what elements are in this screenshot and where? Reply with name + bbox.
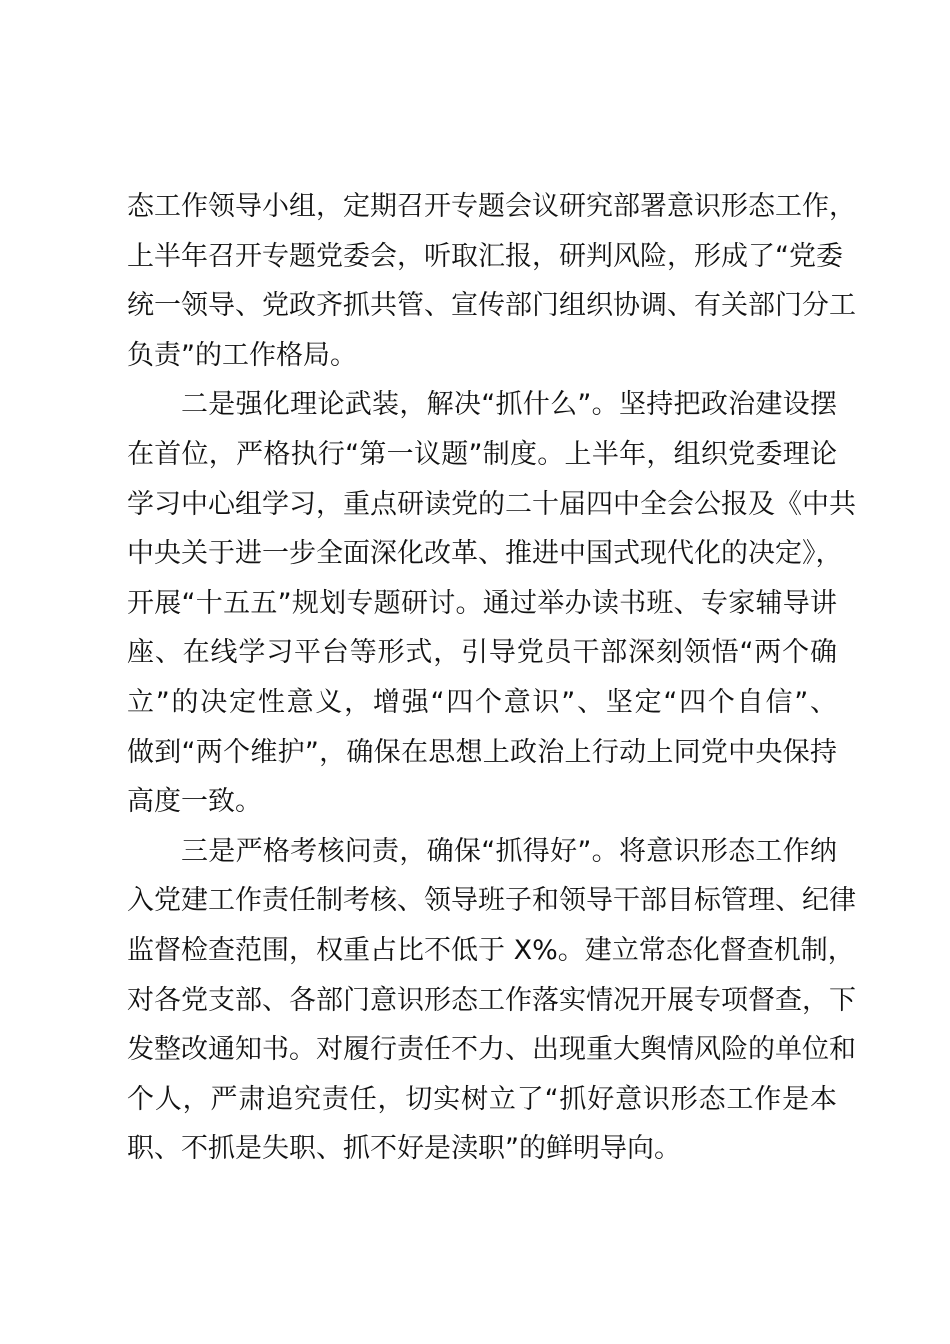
- paragraph-3-line-6: 个人，严肃追究责任，切实树立了“抓好意识形态工作是本: [127, 1083, 837, 1115]
- paragraph-2-line-2: 在首位，严格执行“第一议题”制度。上半年，组织党委理论: [127, 438, 837, 470]
- paragraph-1-line-4: 负责”的工作格局。: [127, 339, 357, 371]
- document-body: [127, 182, 856, 1174]
- paragraph-2-line-4: 中央关于进一步全面深化改革、推进中国式现代化的决定》，: [127, 538, 843, 570]
- paragraph-2-line-8: 做到“两个维护”，确保在思想上政治上行动上同党中央保持: [127, 736, 837, 768]
- paragraph-2-line-1: 二是强化理论武装，解决“抓什么”。坚持把政治建设摆: [181, 389, 837, 421]
- paragraph-3-line-2: 入党建工作责任制考核、领导班子和领导干部目标管理、纪律: [127, 885, 856, 917]
- paragraph-3-line-3: 监督检查范围，权重占比不低于 X%。建立常态化督查机制，: [127, 934, 855, 966]
- paragraph-1-line-1: 态工作领导小组，定期召开专题会议研究部署意识形态工作，: [127, 191, 856, 222]
- paragraph-3-line-7: 职、不抓是失职、抓不好是渎职”的鲜明导向。: [127, 1133, 681, 1165]
- paragraph-3-line-5: 发整改通知书。对履行责任不力、出现重大舆情风险的单位和: [127, 1034, 856, 1066]
- paragraph-2-line-6: 座、在线学习平台等形式，引导党员干部深刻领悟“两个确: [127, 637, 837, 669]
- paragraph-2-line-7: 立”的决定性意义，增强“四个意识”、坚定“四个自信”、: [127, 686, 837, 718]
- paragraph-2-line-3: 学习中心组学习，重点研读党的二十届四中全会公报及《中共: [127, 488, 856, 520]
- paragraph-3-line-1: 三是严格考核问责，确保“抓得好”。将意识形态工作纳: [181, 835, 837, 867]
- paragraph-1-line-2: 上半年召开专题党委会，听取汇报，研判风险，形成了“党委: [127, 240, 843, 272]
- paragraph-2-line-9: 高度一致。: [127, 786, 262, 818]
- paragraph-1-line-3: 统一领导、党政齐抓共管、宣传部门组织协调、有关部门分工: [127, 290, 856, 322]
- paragraph-3-line-4: 对各党支部、各部门意识形态工作落实情况开展专项督查，下: [127, 984, 856, 1016]
- paragraph-2-line-5: 开展“十五五”规划专题研讨。通过举办读书班、专家辅导讲: [127, 587, 837, 619]
